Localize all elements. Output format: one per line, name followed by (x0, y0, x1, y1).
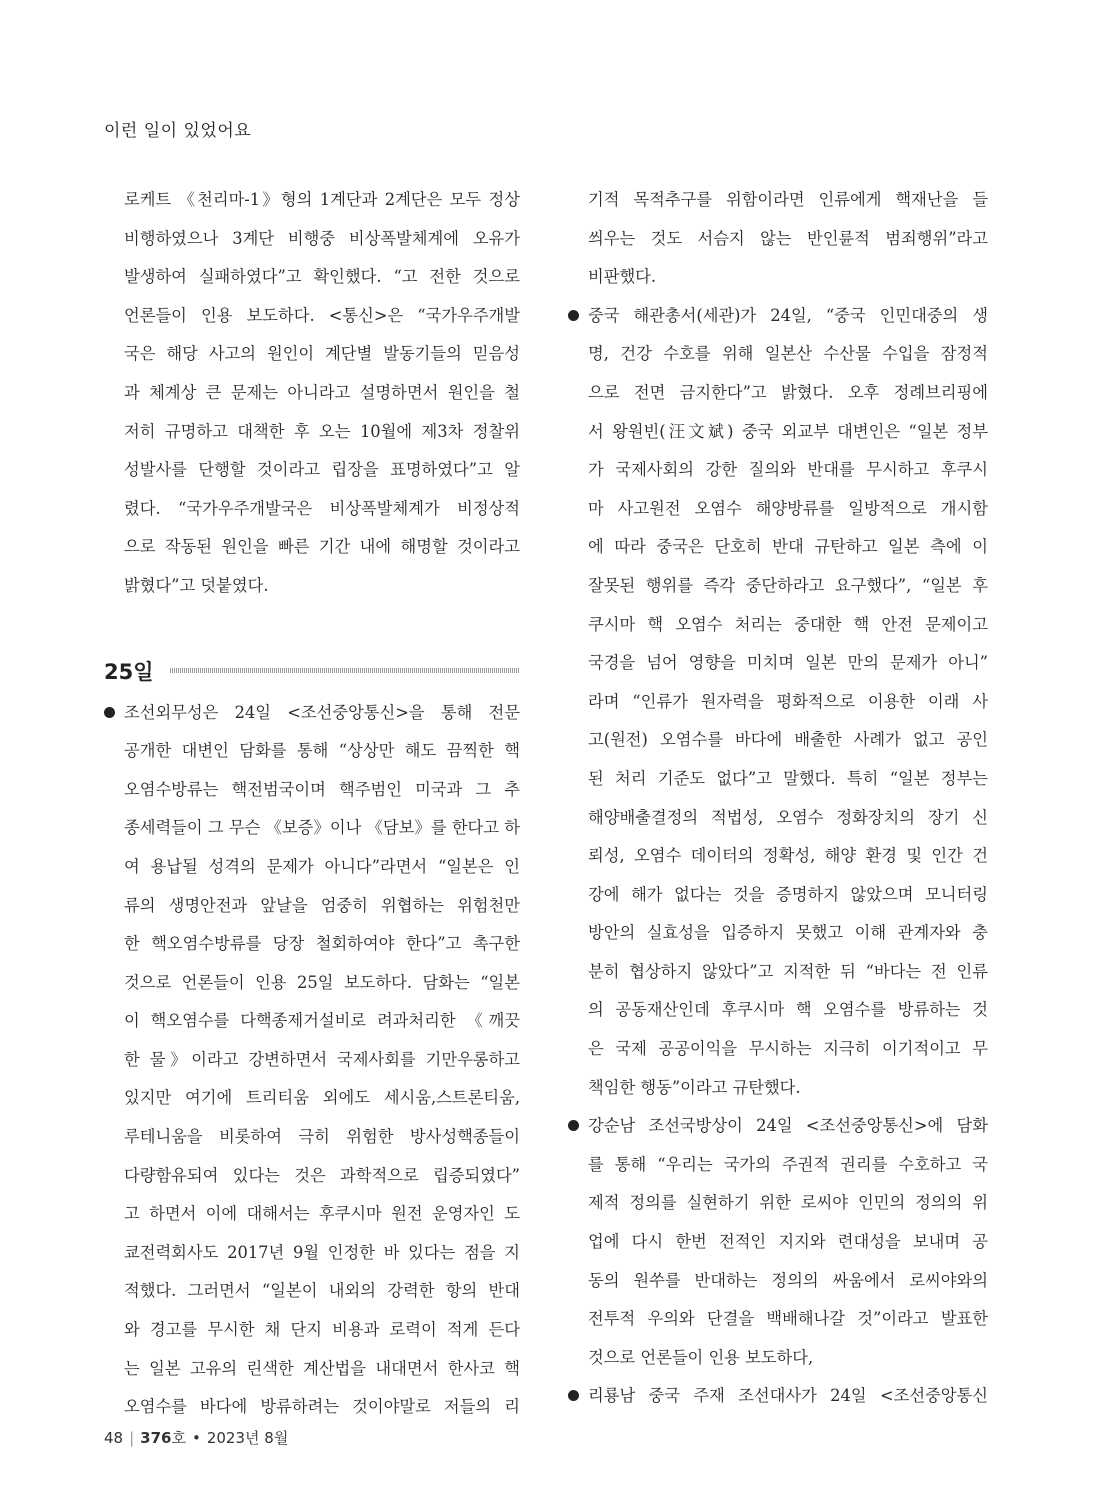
right-column (568, 181, 988, 1416)
text-line: 류의 생명안전과 앞날을 엄중히 위협하는 위험천만 (124, 895, 520, 915)
section-rule (170, 668, 520, 673)
text-line: 발생하여 실패하였다”고 확인했다. “고 전한 것으로 (124, 267, 520, 287)
bullet-dot-icon (568, 310, 579, 321)
text-line: 에 따라 중국은 단호히 반대 규탄하고 일본 측에 이 (588, 537, 988, 557)
bullet-dot-icon (568, 1390, 579, 1401)
text-line: 리룡남 중국 주재 조선대사가 24일 <조선중앙통신 (568, 1377, 988, 1416)
year-suffix: 년 (245, 1429, 260, 1447)
text-line: 명, 건강 수호를 위해 일본산 수산물 수입을 잠정적 (588, 344, 988, 364)
text-line: 를 통해 “우리는 국가의 주권적 권리를 수호하고 국 (588, 1154, 988, 1174)
text-line: 중국 해관총서(세관)가 24일, “중국 인민대중의 생 (568, 297, 988, 336)
text-line: 것으로 언론들이 인용 보도하다, (588, 1347, 814, 1367)
text-line: 언론들이 인용 보도하다. <통신>은 “국가우주개발 (124, 305, 520, 325)
text-line: 여 용납될 성격의 문제가 아니다”라면서 “일본은 인 (124, 856, 520, 876)
text-line: 고 하면서 이에 대해서는 후쿠시마 원전 운영자인 도 (124, 1204, 520, 1224)
bullet-item (568, 1107, 988, 1377)
intro-paragraph (104, 181, 520, 606)
issue-year: 2023 (206, 1429, 246, 1447)
issue-month: 8월 (264, 1429, 289, 1447)
bullet-item (104, 694, 520, 1427)
bullet-dot-icon (568, 1120, 579, 1131)
text-line: 국은 해당 사고의 원인이 계단별 발동기들의 믿음성 (124, 344, 520, 364)
text-line: 이 핵오염수를 다핵종제거설비로 려과처리한 《깨끗 (124, 1011, 520, 1031)
text-line: 해양배출결정의 적법성, 오염수 정화장치의 장기 신 (588, 807, 988, 827)
text-line: 가 국제사회의 강한 질의와 반대를 무시하고 후쿠시 (588, 460, 988, 480)
text-line: 강에 해가 없다는 것을 증명하지 않았으며 모니터링 (588, 884, 988, 904)
text-line: 은 국제 공공이익을 무시하는 지극히 이기적이고 무 (588, 1039, 988, 1059)
section-gap (104, 606, 520, 648)
text-line: 적했다. 그러면서 “일본이 내외의 강력한 항의 반대 (124, 1281, 520, 1301)
text-line: 밝혔다”고 덧붙였다. (124, 575, 269, 595)
text-line: 마 사고원전 오염수 해양방류를 일방적으로 개시함 (588, 498, 988, 518)
text-line: 으로 전면 금지한다”고 밝혔다. 오후 정례브리핑에 (588, 382, 988, 402)
text-line: 으로 작동된 원인을 빠른 기간 내에 해명할 것이라고 (124, 537, 520, 557)
continuation-paragraph (568, 181, 988, 297)
text-line: 고(원전) 오염수를 바다에 배출한 사례가 없고 공인 (588, 730, 988, 750)
text-line: 오염수방류는 핵전범국이며 핵주범인 미국과 그 추 (124, 779, 520, 799)
text-line: 국경을 넘어 영향을 미치며 일본 만의 문제가 아니” (588, 653, 988, 673)
bullet-item (568, 1377, 988, 1416)
text-line: 저히 규명하고 대책한 후 오는 10월에 제3차 정찰위 (124, 421, 520, 441)
text-line: 기적 목적추구를 위함이라면 인류에게 핵재난을 들 (588, 190, 988, 209)
text-line: 분히 협상하지 않았다”고 지적한 뒤 “바다는 전 인류 (588, 961, 988, 981)
text-line: 는 일본 고유의 린색한 계산법을 내대면서 한사코 핵 (124, 1358, 520, 1378)
text-line: 방안의 실효성을 입증하지 못했고 이해 관계자와 충 (588, 923, 988, 943)
text-line: 렸다. “국가우주개발국은 비상폭발체계가 비정상적 (124, 498, 520, 518)
footer-separator: | (129, 1429, 135, 1447)
text-line: 루테니움을 비롯하여 극히 위험한 방사성핵종들이 (124, 1127, 520, 1147)
text-line: 쿠시마 핵 오염수 처리는 중대한 핵 안전 문제이고 (588, 614, 988, 634)
text-line: 서 왕원빈(汪文斌) 중국 외교부 대변인은 “일본 정부 (588, 421, 988, 441)
footer-dot: • (191, 1429, 201, 1447)
bullet-item (568, 297, 988, 1107)
issue-number: 376 (140, 1429, 172, 1447)
text-line: 있지만 여기에 트리티움 외에도 세시움,스트론티움, (124, 1088, 520, 1108)
text-line: 와 경고를 무시한 채 단지 비용과 로력이 적게 든다 (124, 1320, 520, 1340)
page-number: 48 (104, 1429, 124, 1447)
text-line: 것으로 언론들이 인용 25일 보도하다. 담화는 “일본 (124, 972, 520, 992)
text-line: 업에 다시 한번 전적인 지지와 련대성을 보내며 공 (588, 1232, 988, 1252)
text-line: 뢰성, 오염수 데이터의 정확성, 해양 환경 및 인간 건 (588, 846, 988, 866)
text-line: 공개한 대변인 담화를 통해 “상상만 해도 끔찍한 핵 (124, 741, 520, 761)
text-line: 오염수를 바다에 방류하려는 것이야말로 저들의 리 (124, 1397, 520, 1417)
text-line: 된 처리 기준도 없다”고 말했다. 특히 “일본 정부는 (588, 768, 988, 788)
section-title: 25일 (104, 659, 154, 684)
text-line: 조선외무성은 24일 <조선중앙통신>을 통해 전문 (104, 694, 520, 733)
text-line: 동의 원쑤를 반대하는 정의의 싸움에서 로씨야와의 (588, 1270, 988, 1290)
text-line: 다량함유되여 있다는 것은 과학적으로 립증되였다” (124, 1165, 520, 1185)
text-line: 씌우는 것도 서슴지 않는 반인륜적 범죄행위”라고 (588, 228, 988, 248)
page-footer (104, 1427, 288, 1448)
text-line: 강순남 조선국방상이 24일 <조선중앙통신>에 담화 (568, 1107, 988, 1146)
text-line: 의 공동재산인데 후쿠시마 핵 오염수를 방류하는 것 (588, 1000, 988, 1020)
issue-suffix: 호 (171, 1429, 186, 1447)
text-line: 비행하였으나 3계단 비행중 비상폭발체계에 오유가 (124, 228, 520, 248)
text-line: 잘못된 행위를 즉각 중단하라고 요구했다”, “일본 후 (588, 575, 988, 595)
text-line: 라며 “인류가 원자력을 평화적으로 이용한 이래 사 (588, 691, 988, 711)
text-line: 성발사를 단행할 것이라고 립장을 표명하였다”고 알 (124, 460, 520, 480)
running-header: 이런 일이 있었어요 (104, 121, 252, 141)
text-line: 한 물》이라고 강변하면서 국제사회를 기만우롱하고 (124, 1049, 520, 1069)
text-line: 전투적 우의와 단결을 백배해나갈 것”이라고 발표한 (588, 1309, 988, 1329)
text-line: 한 핵오염수방류를 당장 철회하여야 한다”고 촉구한 (124, 934, 520, 954)
text-line: 로케트 《천리마-1》형의 1계단과 2계단은 모두 정상 (124, 190, 520, 209)
text-line: 책임한 행동”이라고 규탄했다. (588, 1077, 801, 1097)
text-line: 쿄전력회사도 2017년 9월 인정한 바 있다는 점을 지 (124, 1242, 520, 1262)
text-line: 비판했다. (588, 267, 657, 287)
left-column (104, 181, 520, 1427)
text-line: 과 체계상 큰 문제는 아니라고 설명하면서 원인을 철 (124, 382, 520, 402)
text-line: 종세력들이 그 무슨 《보증》이나 《담보》를 한다고 하 (124, 818, 520, 838)
bullet-dot-icon (104, 707, 115, 718)
section-heading (104, 648, 520, 694)
text-line: 제적 정의를 실현하기 위한 로씨야 인민의 정의의 위 (588, 1193, 988, 1213)
